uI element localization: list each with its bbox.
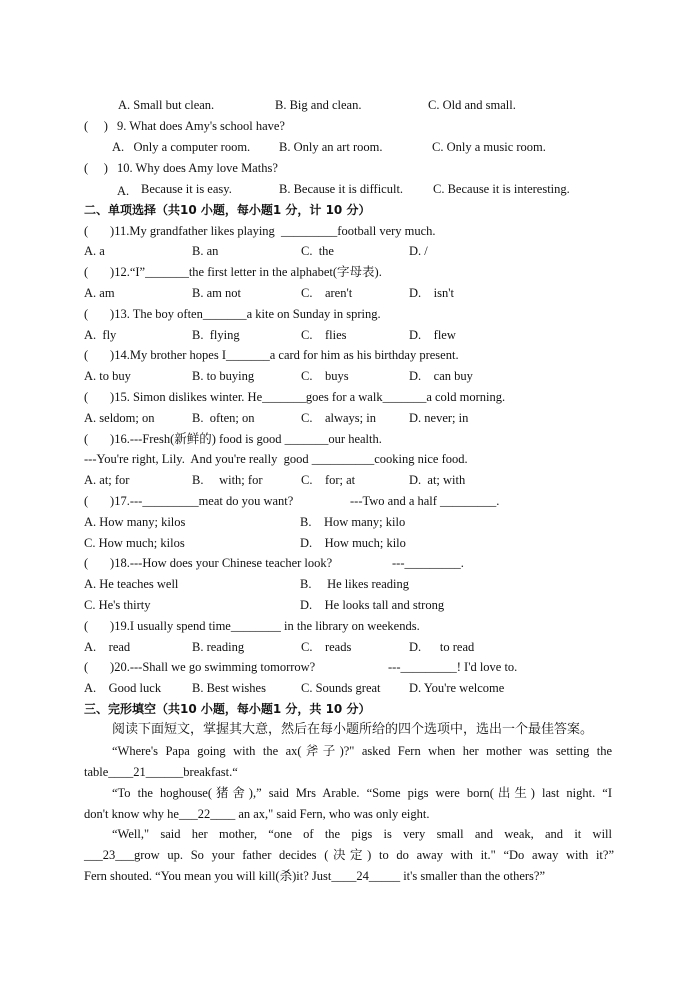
q20-option-b: B. Best wishes bbox=[192, 681, 266, 695]
q16-option-a: A. at; for bbox=[84, 473, 130, 487]
q16-option-d: D. at; with bbox=[409, 473, 466, 487]
q15-option-b: B. often; on bbox=[192, 411, 255, 425]
q20-option-a: A. Good luck bbox=[84, 681, 162, 695]
q10-option-a-letter: A. bbox=[117, 184, 130, 198]
q15-option-c: C. always; in bbox=[301, 411, 376, 425]
q19-option-b: B. reading bbox=[192, 640, 245, 654]
q12-option-b: B. am not bbox=[192, 286, 241, 300]
q11-option-d: D. / bbox=[409, 244, 428, 258]
q17-option-c: C. How much; kilos bbox=[84, 536, 185, 550]
passage-line-6: ___23___grow up. So your father decides (决定) to do away with it." “Do away with it?” bbox=[84, 848, 614, 862]
q14-question: ( )14.My brother hopes I_______a card for him as his birthday present. bbox=[84, 348, 459, 362]
q12-option-c: C. aren't bbox=[301, 286, 353, 300]
q18-option-c: C. He's thirty bbox=[84, 598, 151, 612]
q20-option-c: C. Sounds great bbox=[301, 681, 381, 695]
q16-question-reply: ---You're right, Lily. And you're really good __________cooking nice food. bbox=[84, 452, 468, 466]
q20-option-d: D. You're welcome bbox=[409, 681, 505, 695]
q15-option-d: D. never; in bbox=[409, 411, 469, 425]
q16-option-b: B. with; for bbox=[192, 473, 263, 487]
q8-option-a: A. Small but clean. bbox=[118, 98, 215, 112]
q20-question-reply: ---_________! I'd love to. bbox=[388, 660, 518, 674]
q13-option-a: A. fly bbox=[84, 328, 117, 342]
section3-instruction: 阅读下面短文，掌握其大意，然后在每小题所给的四个选项中，选出一个最佳答案。 bbox=[112, 722, 594, 737]
q14-option-a: A. to buy bbox=[84, 369, 131, 383]
q13-question: ( )13. The boy often_______a kite on Sunday in spring. bbox=[84, 307, 381, 321]
q10-option-a: Because it is easy. bbox=[141, 182, 232, 196]
q18-option-a: A. He teaches well bbox=[84, 577, 179, 591]
passage-line-3: “To the hoghouse(猪舍),” said Mrs Arable. “Some pigs were born(出生) last night. “I bbox=[112, 786, 612, 800]
passage-line-5: “Well," said her mother, “one of the pigs is very small and weak, and it will bbox=[112, 827, 612, 841]
q19-option-d: D. to read bbox=[409, 640, 475, 654]
passage-line-1: “Where's Papa going with the ax(斧子)?" asked Fern when her mother was setting the bbox=[112, 744, 612, 758]
passage-line-4: don't know why he___22____ an ax," said Fern, who was only eight. bbox=[84, 807, 430, 821]
section3-title: 三、完形填空（共10 小题，每小题1 分，共 10 分） bbox=[84, 702, 371, 716]
q11-question: ( )11.My grandfather likes playing _________football very much. bbox=[84, 224, 436, 238]
q11-option-a: A. a bbox=[84, 244, 105, 258]
q17-question: ( )17.---_________meat do you want? bbox=[84, 494, 294, 508]
q9-option-b: B. Only an art room. bbox=[279, 140, 383, 154]
q10-question: 10. Why does Amy love Maths? bbox=[117, 161, 278, 175]
q18-question: ( )18.---How does your Chinese teacher look? bbox=[84, 556, 333, 570]
q17-question-reply: ---Two and a half _________. bbox=[350, 494, 500, 508]
section2-title: 二、单项选择（共10 小题，每小题1 分，计 10 分） bbox=[84, 203, 371, 217]
q11-option-b: B. an bbox=[192, 244, 219, 258]
q18-option-b: B. He likes reading bbox=[300, 577, 410, 591]
q14-option-d: D. can buy bbox=[409, 369, 473, 383]
q10-option-c: C. Because it is interesting. bbox=[433, 182, 570, 196]
q13-option-d: D. flew bbox=[409, 328, 456, 342]
q20-question: ( )20.---Shall we go swimming tomorrow? bbox=[84, 660, 316, 674]
q12-option-a: A. am bbox=[84, 286, 115, 300]
q19-question: ( )19.I usually spend time________ in the library on weekends. bbox=[84, 619, 420, 633]
q8-option-c: C. Old and small. bbox=[428, 98, 516, 112]
q17-option-d: D. How much; kilo bbox=[300, 536, 406, 550]
q12-option-d: D. isn't bbox=[409, 286, 454, 300]
q18-option-d: D. He looks tall and strong bbox=[300, 598, 445, 612]
q9-option-c: C. Only a music room. bbox=[432, 140, 546, 154]
q15-option-a: A. seldom; on bbox=[84, 411, 155, 425]
q9-paren: ( ) bbox=[84, 119, 108, 133]
q10-paren: ( ) bbox=[84, 161, 108, 175]
q17-option-a: A. How many; kilos bbox=[84, 515, 186, 529]
passage-line-7: Fern shouted. “You mean you will kill(杀)it? Just____24_____ it's smaller than the others?” bbox=[84, 869, 545, 883]
q18-question-reply: ---_________. bbox=[392, 556, 464, 570]
q14-option-b: B. to buying bbox=[192, 369, 255, 383]
q13-option-b: B. flying bbox=[192, 328, 240, 342]
q9-option-a: A. Only a computer room. bbox=[112, 140, 251, 154]
q16-question: ( )16.---Fresh(新鲜的) food is good _______our health. bbox=[84, 432, 382, 446]
q13-option-c: C. flies bbox=[301, 328, 347, 342]
q10-option-b: B. Because it is difficult. bbox=[279, 182, 404, 196]
q19-option-c: C. reads bbox=[301, 640, 352, 654]
q14-option-c: C. buys bbox=[301, 369, 349, 383]
q19-option-a: A. read bbox=[84, 640, 131, 654]
q11-option-c: C. the bbox=[301, 244, 334, 258]
q12-question: ( )12.“I”_______the first letter in the alphabet(字母表). bbox=[84, 265, 382, 279]
q15-question: ( )15. Simon dislikes winter. He_______goes for a walk_______a cold morning. bbox=[84, 390, 506, 404]
q16-option-c: C. for; at bbox=[301, 473, 356, 487]
q8-option-b: B. Big and clean. bbox=[275, 98, 362, 112]
q9-question: 9. What does Amy's school have? bbox=[117, 119, 285, 133]
passage-line-2: table____21______breakfast.“ bbox=[84, 765, 238, 779]
q17-option-b: B. How many; kilo bbox=[300, 515, 406, 529]
